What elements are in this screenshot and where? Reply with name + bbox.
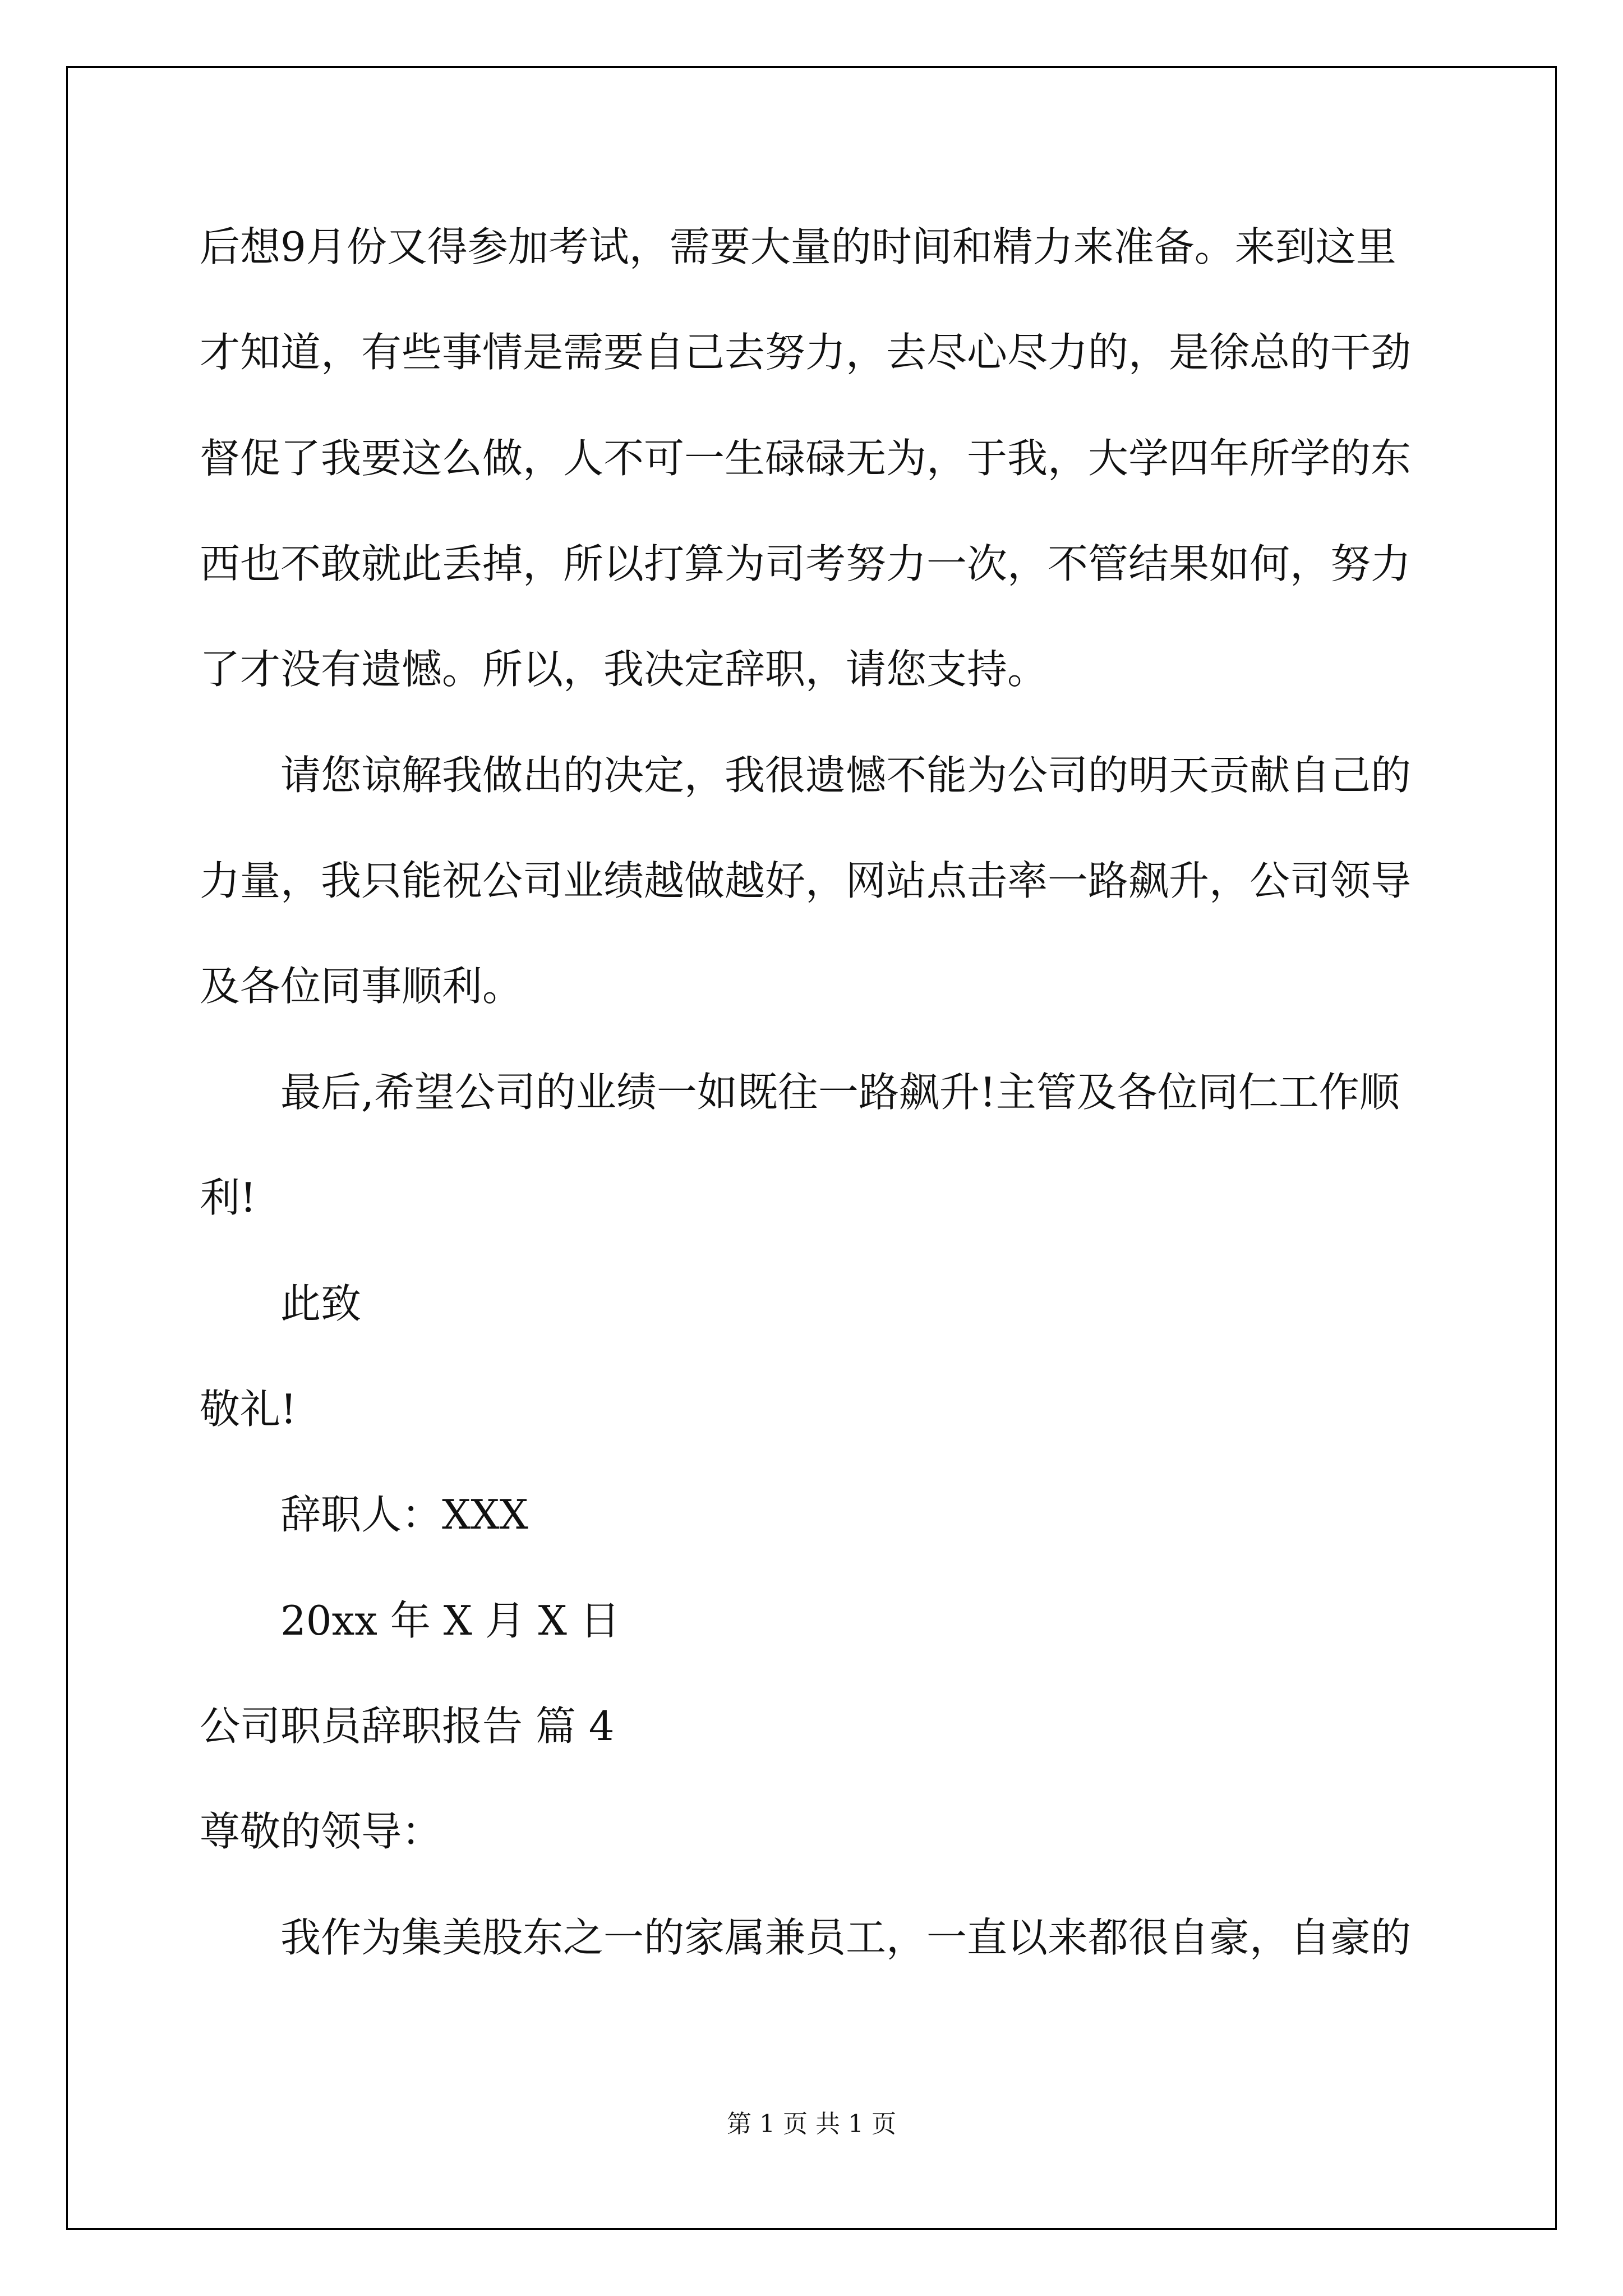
body-line-4: 西也不敢就此丢掉，所以打算为司考努力一次，不管结果如何，努力 bbox=[200, 540, 1412, 587]
date-line: 20xx 年 X 月 X 日 bbox=[280, 1597, 620, 1644]
paragraph-2-line-1: 请您谅解我做出的决定，我很遗憾不能为公司的明天贡献自己的 bbox=[280, 752, 1412, 799]
signer-line: 辞职人：XXX bbox=[280, 1491, 528, 1538]
paragraph-2-line-3: 及各位同事顺利。 bbox=[200, 963, 523, 1010]
body-line-3: 督促了我要这么做，人不可一生碌碌无为，于我，大学四年所学的东 bbox=[200, 435, 1412, 482]
page-footer: 第 1 页 共 1 页 bbox=[727, 2110, 896, 2138]
body-line-5: 了才没有遗憾。所以，我决定辞职，请您支持。 bbox=[200, 646, 1048, 693]
paragraph-2-line-2: 力量，我只能祝公司业绩越做越好，网站点击率一路飙升，公司领导 bbox=[200, 857, 1412, 904]
section-heading: 公司职员辞职报告 篇 4 bbox=[200, 1703, 615, 1750]
closing-jing-li: 敬礼! bbox=[200, 1386, 297, 1433]
salutation: 尊敬的领导： bbox=[200, 1808, 442, 1855]
paragraph-3-line-2: 利! bbox=[200, 1174, 256, 1221]
paragraph-3-line-1: 最后,希望公司的业绩一如既往一路飙升!主管及各位同仁工作顺 bbox=[280, 1069, 1400, 1116]
body-line-2: 才知道，有些事情是需要自己去努力，去尽心尽力的，是徐总的干劲 bbox=[200, 329, 1412, 376]
closing-ci-zhi: 此致 bbox=[280, 1280, 362, 1327]
body-line-1: 后想9月份又得参加考试，需要大量的时间和精力来准备。来到这里 bbox=[200, 223, 1396, 270]
page-border bbox=[66, 66, 1557, 2230]
paragraph-4-line-1: 我作为集美股东之一的家属兼员工，一直以来都很自豪，自豪的 bbox=[280, 1914, 1412, 1961]
